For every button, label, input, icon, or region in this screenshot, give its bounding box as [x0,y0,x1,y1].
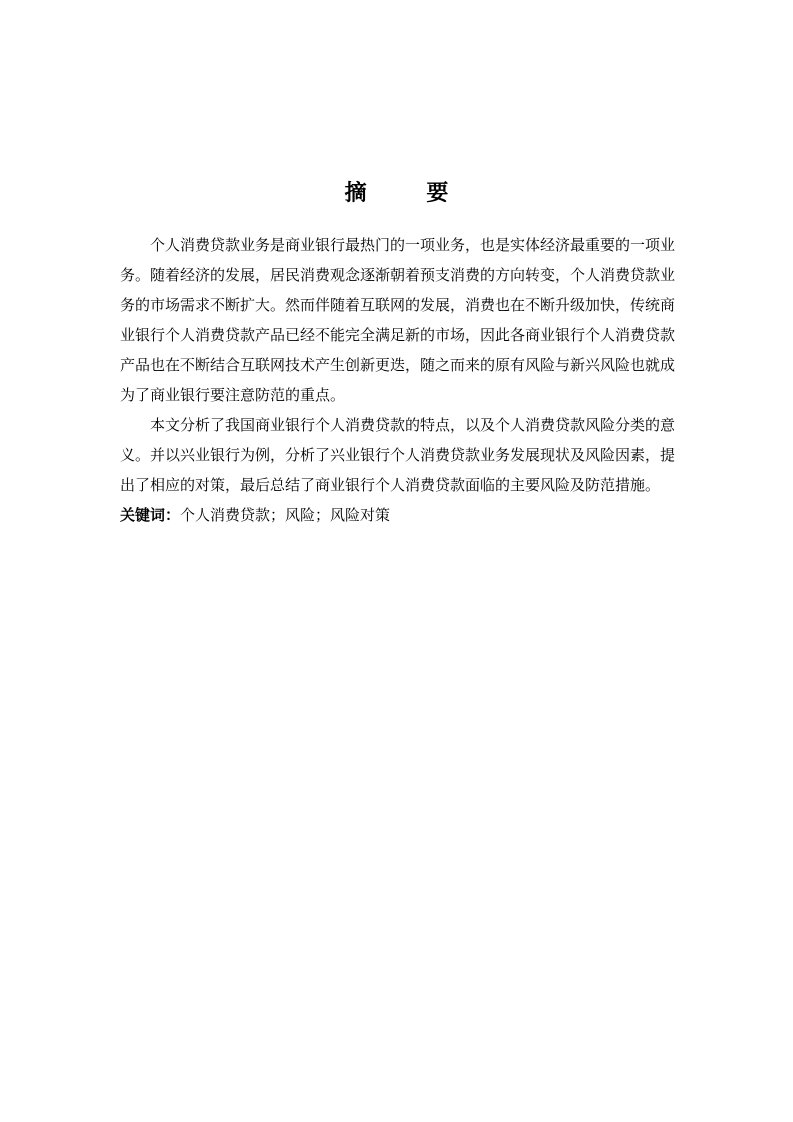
abstract-paragraph-2: 本文分析了我国商业银行个人消费贷款的特点，以及个人消费贷款风险分类的意义。并以兴业银行为例，分析了兴业银行个人消费贷款业务发展现状及风险因素，提出了相应的对策，最后总结了商业银行个人消费贷款面临的主要风险及防范措施。 [120,416,676,494]
abstract-paragraph-1: 个人消费贷款业务是商业银行最热门的一项业务，也是实体经济最重要的一项业务。随着经济的发展，居民消费观念逐渐朝着预支消费的方向转变，个人消费贷款业务的市场需求不断扩大。然而伴随着互联网的发展，消费也在不断升级加快，传统商业银行个人消费贷款产品已经不能完全满足新的市场，因此各商业银行个人消费贷款产品也在不断结合互联网技术产生创新更迭，随之而来的原有风险与新兴风险也就成为了商业银行要注意防范的重点。 [120,236,676,404]
keywords-line [120,500,675,530]
keywords-label: 关键词： [120,506,181,524]
abstract-body [120,230,675,530]
abstract-title: 摘 要 [344,181,475,206]
keywords-value: 个人消费贷款；风险；风险对策 [180,506,391,524]
